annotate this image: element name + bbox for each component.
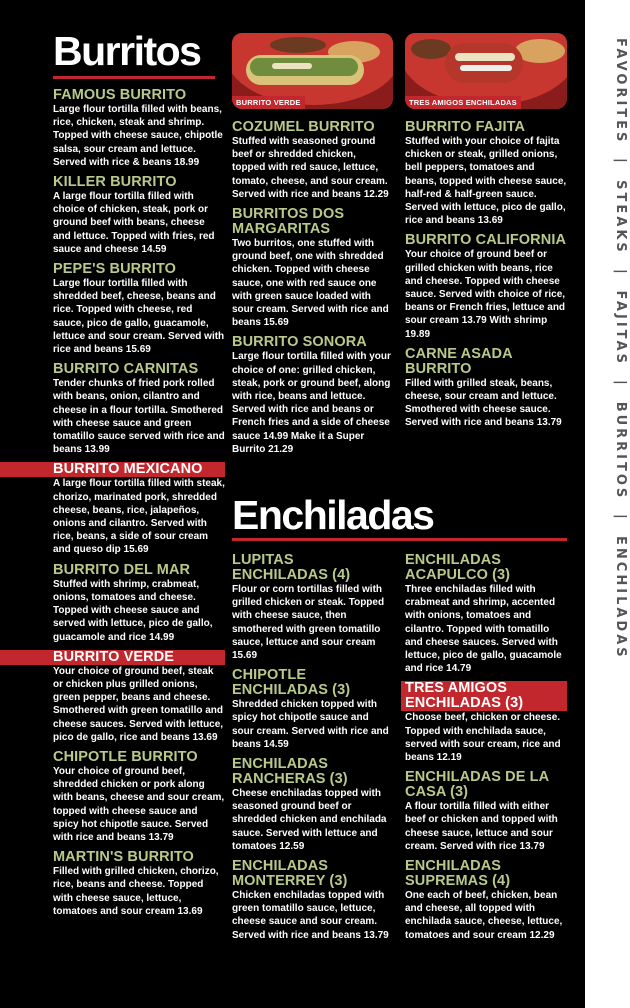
menu-item-description: Stuffed with seasoned ground beef or shredded chicken, topped with red sauce, lettuce, tomato, cheese, and sour cream. Served with rice and beans 12.29 <box>232 136 389 200</box>
menu-item-name: BURRITOS DOS MARGARITAS <box>232 206 345 238</box>
menu-item <box>232 668 392 751</box>
menu-item <box>232 120 392 201</box>
menu-item <box>405 553 567 675</box>
photo-burrito-verde <box>232 33 393 109</box>
menu-item <box>53 563 225 644</box>
menu-item <box>53 362 225 456</box>
menu-item-name: CHIPOTLE BURRITO <box>53 748 198 765</box>
nav-separator: | <box>613 268 628 277</box>
section-nav-labels <box>588 38 628 660</box>
enchiladas-middle-column <box>232 553 392 948</box>
menu-item-description: Three enchiladas filled with crabmeat and shrimp, accented with onions, tomatoes and cilantro. Topped with tomatillo and cheese sauces. Served with lettuce, pico de gallo, guacamole and rice 14.79 <box>405 584 562 675</box>
menu-item-description: Cheese enchiladas topped with seasoned ground beef or shredded chicken and enchilada sauce. Served with lettuce and tomatoes 12.59 <box>232 788 387 852</box>
menu-item <box>232 553 392 662</box>
menu-item-description: Choose beef, chicken or cheese. Topped with enchilada sauce, served with sour cream, rice and beans 12.19 <box>405 712 561 764</box>
menu-item-name: BURRITO FAJITA <box>405 119 526 135</box>
menu-item-description: Stuffed with shrimp, crabmeat, onions, tomatoes and cheese. Topped with cheese sauce and served with lettuce, pico de gallo, guacamole and rice 14.99 <box>53 578 213 643</box>
menu-item-description: Large flour tortilla filled with your choice of one: grilled chicken, steak, pork or ground beef, along with rice, beans and lettuce. Served with rice and beans or French fries and a side of cheese sauce 14.99 Make it a Super Burrito 21.29 <box>232 351 391 455</box>
nav-separator: | <box>613 514 628 523</box>
menu-item <box>53 850 225 918</box>
photo-label: TRES AMIGOS ENCHILADAS <box>405 96 521 109</box>
burritos-title-rule <box>53 76 215 79</box>
menu-item <box>405 681 567 764</box>
menu-item-description: Stuffed with your choice of fajita chicken or steak, grilled onions, bell peppers, tomatoes and beans, topped with cheese sauce, half-red & half-green sauce. Served with lettuce, pico de gallo, rice and beans 13.69 <box>405 136 567 227</box>
menu-item-name: MARTIN'S BURRITO <box>53 849 194 866</box>
menu-item-description: Chicken enchiladas topped with green tomatillo sauce, lettuce, cheese sauce and sour cream. Served with rice and beans 13.79 <box>232 890 389 941</box>
photo-tres-amigos-enchiladas <box>405 33 567 109</box>
menu-item-name: CHIPOTLE ENCHILADAS (3) <box>232 667 351 699</box>
menu-item-name: ENCHILADAS MONTERREY (3) <box>232 858 348 890</box>
menu-item-name: ENCHILADAS ACAPULCO (3) <box>405 552 511 583</box>
enchiladas-section-title: Enchiladas <box>232 492 434 538</box>
menu-item-description: Your choice of ground beef or grilled chicken with beans, rice and cheese. Topped with cheese sauce. Served with choice of rice, beans or French fries, lettuce and sour cream 13.79 With shrimp 19.89 <box>405 249 566 340</box>
menu-item <box>232 859 392 942</box>
menu-item-description: Flour or corn tortillas filled with grilled chicken or steak. Topped with cheese sauce, then smothered with green tomatillo sauce, lettuce and sour cream 15.69 <box>232 584 385 662</box>
menu-item-name: BURRITO SONORA <box>232 334 367 351</box>
menu-item-name: TRES AMIGOS ENCHILADAS (3) <box>401 681 567 711</box>
menu-item-description: Large flour tortilla filled with shredded beef, cheese, beans and rice. Topped with cheese, red sauce, pico de gallo, guacamole, lettuce and sour cream. Served with rice and beans 15.69 <box>53 278 225 356</box>
menu-item <box>405 770 567 853</box>
menu-item-description: Tender chunks of fried pork rolled with beans, onion, cilantro and cheese in a flour tortilla. Smothered with cheese sauce and green tomatillo sauce served with rice and beans 13.99 <box>53 378 225 456</box>
menu-item <box>53 750 225 844</box>
menu-item-description: A flour tortilla filled with either beef or chicken and topped with cheese sauce, lettuce and sour cream. Served with rice 13.79 <box>405 801 558 852</box>
menu-item-description: A large flour tortilla filled with steak, chorizo, marinated pork, shredded cheese, beans, rice, jalapeños, onions and cilantro. Served with rice, beans, a side of sour cream and queso dip 15.69 <box>53 478 225 556</box>
nav-label[interactable]: ENCHILADAS <box>613 536 628 660</box>
menu-item-description: Shredded chicken topped with spicy hot chipotle sauce and sour cream. Served with rice and beans 14.59 <box>232 699 389 750</box>
menu-item-name: ENCHILADAS DE LA CASA (3) <box>405 769 549 801</box>
menu-item-name: BURRITO VERDE <box>0 650 225 665</box>
menu-item-name: CARNE ASADA BURRITO <box>405 345 513 377</box>
menu-item <box>232 757 392 853</box>
nav-label[interactable]: STEAKS <box>613 180 628 255</box>
menu-item-description: Two burritos, one stuffed with ground beef, one with shredded chicken. Topped with cheese sauce, one with red sauce one with green sauce loaded with sour cream. Served with rice and beans 15.69 <box>232 238 389 329</box>
menu-item <box>53 650 225 744</box>
menu-item-name: COZUMEL BURRITO <box>232 119 375 135</box>
menu-item <box>53 462 225 556</box>
menu-item <box>232 207 392 329</box>
menu-item-description: Your choice of ground beef, steak or chicken plus grilled onions, green pepper, beans and cheese. Smothered with green tomatillo and cheese sauces. Served with lettuce, pico de gallo, rice and beans 13.69 <box>53 665 224 743</box>
burritos-left-column <box>53 88 225 924</box>
menu-item-name: BURRITO DEL MAR <box>53 561 191 578</box>
menu-item-description: Your choice of ground beef, shredded chicken or pork along with beans, cheese and sour cream, topped with cheese sauce and spicy hot chipotle sauce. Served with rice and beans 13.79 <box>53 765 225 843</box>
menu-item <box>405 233 567 340</box>
photo-label: BURRITO VERDE <box>232 96 305 109</box>
nav-label[interactable]: BURRITOS <box>613 401 628 501</box>
menu-item <box>53 262 225 356</box>
menu-item-description: Filled with grilled chicken, chorizo, rice, beans and cheese. Topped with cheese sauce, lettuce, tomatoes and sour cream 13.69 <box>53 866 219 917</box>
menu-item-description: A large flour tortilla filled with choice of chicken, steak, pork or ground beef with beans, cheese and lettuce. Topped with fries, red sauce and cheese 14.59 <box>53 191 215 255</box>
menu-item-name: FAMOUS BURRITO <box>53 87 187 103</box>
enchiladas-right-column <box>405 553 567 948</box>
menu-item-name: BURRITO MEXICANO <box>0 462 225 477</box>
section-side-tab <box>585 0 630 1008</box>
menu-item-name: KILLER BURRITO <box>53 174 177 191</box>
menu-item <box>405 120 567 227</box>
menu-item <box>53 88 225 169</box>
menu-item <box>53 175 225 256</box>
menu-item-name: PEPE'S BURRITO <box>53 261 177 278</box>
menu-item-description: Large flour tortilla filled with beans, rice, chicken, steak and shrimp. Topped with cheese sauce, chipotle salsa, sour cream and lettuce. Served with rice & beans 18.99 <box>53 104 223 168</box>
menu-item <box>232 335 392 456</box>
nav-separator: | <box>613 158 628 167</box>
menu-item-description: Filled with grilled steak, beans, cheese, sour cream and lettuce. Smothered with cheese sauce. Served with rice and beans 13.79 <box>405 377 562 429</box>
menu-item-description: One each of beef, chicken, bean and cheese, all topped with enchilada sauce, cheese, lettuce, tomatoes and sour cream 12.29 <box>405 890 563 941</box>
menu-item-name: BURRITO CARNITAS <box>53 361 199 378</box>
menu-item <box>405 347 567 430</box>
enchiladas-title-rule <box>232 538 567 541</box>
menu-item-name: ENCHILADAS RANCHERAS (3) <box>232 756 348 788</box>
nav-label[interactable]: FAJITAS <box>613 290 628 366</box>
menu-item-name: LUPITAS ENCHILADAS (4) <box>232 552 351 583</box>
burritos-right-column <box>405 120 567 436</box>
burritos-section-title: Burritos <box>53 28 201 74</box>
menu-item <box>405 859 567 942</box>
nav-separator: | <box>613 379 628 388</box>
burritos-middle-column <box>232 120 392 462</box>
nav-label[interactable]: FAVORITES <box>613 38 628 145</box>
menu-item-name: BURRITO CALIFORNIA <box>405 232 567 249</box>
menu-item-name: ENCHILADAS SUPREMAS (4) <box>405 858 511 890</box>
